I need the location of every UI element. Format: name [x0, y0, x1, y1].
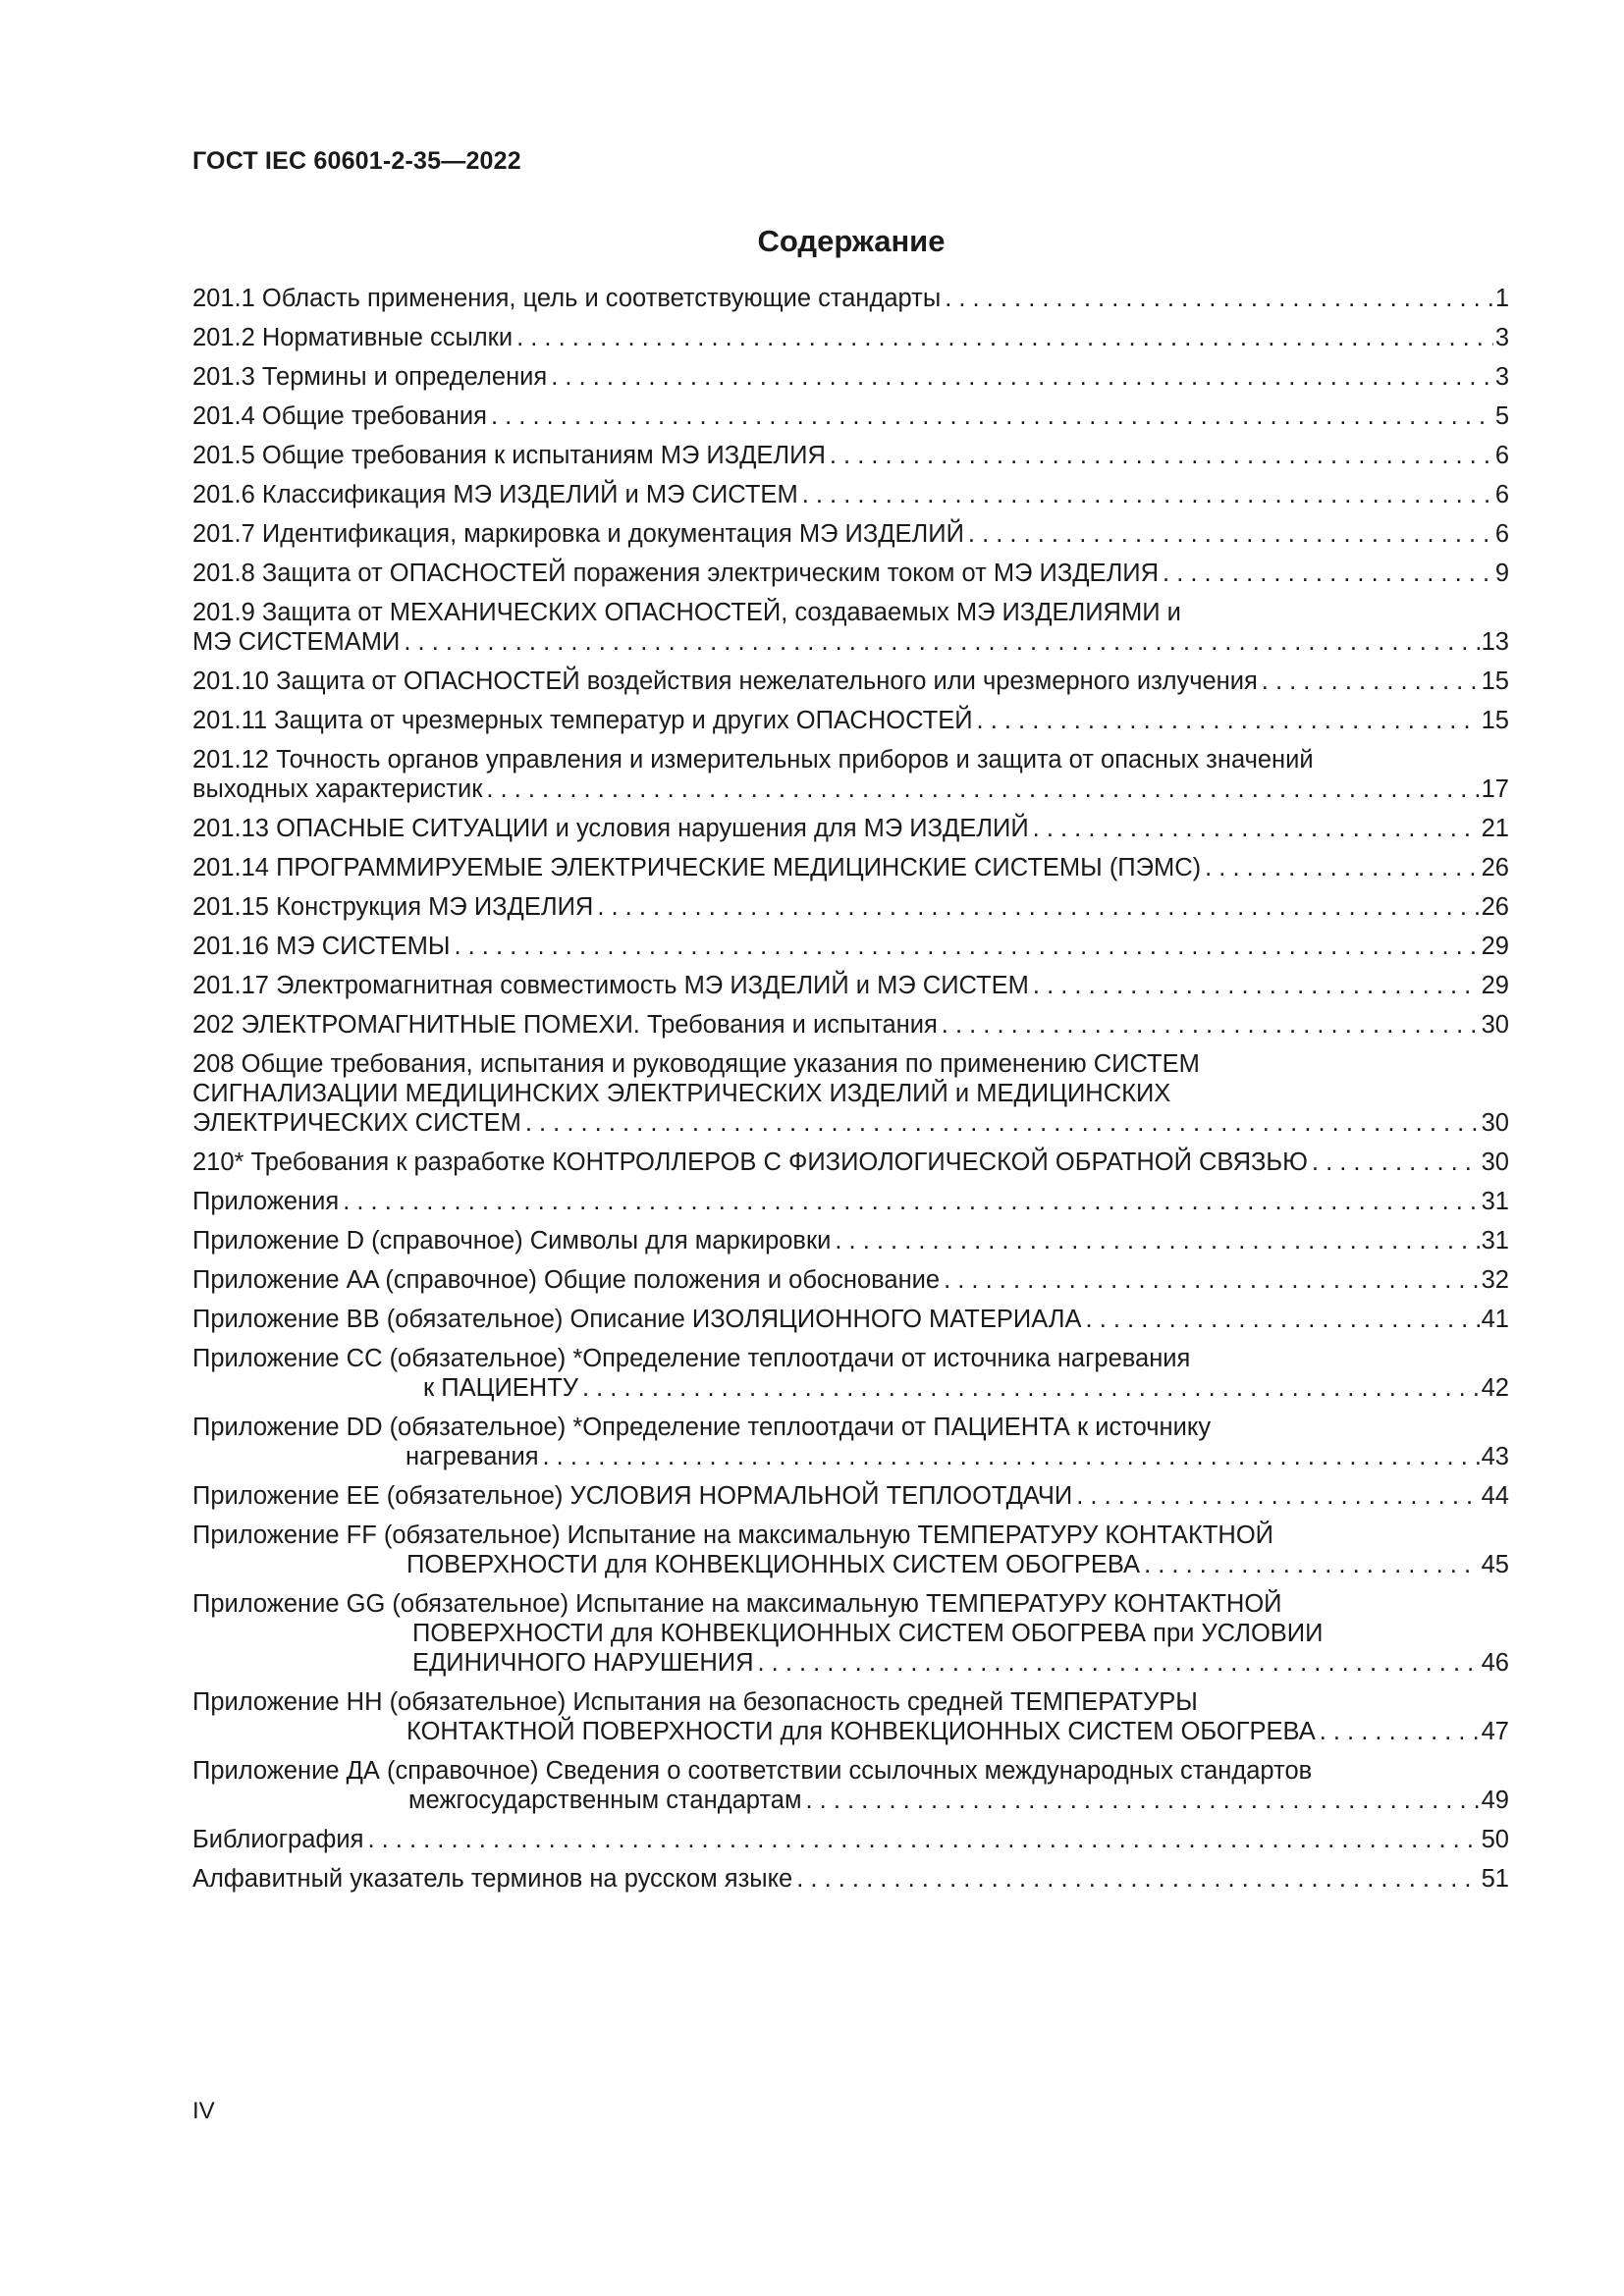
- toc-leader-dots: [1258, 667, 1480, 696]
- toc-entry-title: 201.1 Область применения, цель и соответствующие стандарты: [192, 285, 942, 312]
- toc-entry[interactable]: [192, 706, 1509, 735]
- toc-entry[interactable]: [192, 667, 1509, 696]
- toc-entry-title: 201.14 ПРОГРАММИРУЕМЫЕ ЭЛЕКТРИЧЕСКИЕ МЕДИЦИНСКИЕ СИСТЕМЫ (ПЭМС): [192, 854, 1202, 881]
- toc-entry[interactable]: [192, 971, 1509, 1000]
- toc-entry-title: 201.15 Конструкция МЭ ИЗДЕЛИЯ: [192, 893, 594, 921]
- toc-entry-page: 30: [1481, 1011, 1509, 1039]
- toc-entry-title: выходных характеристик: [192, 775, 483, 803]
- toc-entry-line: Приложение GG (обязательное) Испытание на максимальную ТЕМПЕРАТУРУ КОНТАКТНОЙ: [192, 1590, 1282, 1618]
- toc-entry[interactable]: [192, 1049, 1509, 1138]
- toc-entry-page: 41: [1481, 1306, 1509, 1333]
- toc-leader-dots: [450, 932, 1479, 961]
- toc-entry-line: Приложение ДА (справочное) Сведения о соответствии ссылочных международных стандартов: [192, 1757, 1313, 1785]
- toc-entry-title: к ПАЦИЕНТУ: [423, 1374, 578, 1402]
- toc-entry-page: 45: [1481, 1551, 1509, 1578]
- toc-entry-title: 201.8 Защита от ОПАСНОСТЕЙ поражения электрическим током от МЭ ИЗДЕЛИЯ: [192, 560, 1160, 587]
- toc-entry-title: нагревания: [406, 1443, 539, 1470]
- toc-entry[interactable]: [192, 932, 1509, 961]
- toc-entry-line: Приложение HH (обязательное) Испытания на безопасность средней ТЕМПЕРАТУРЫ: [192, 1688, 1198, 1716]
- toc-entry[interactable]: [192, 814, 1509, 843]
- toc-entry[interactable]: [192, 1344, 1509, 1403]
- toc-entry-title: Библиография: [192, 1826, 364, 1853]
- toc-entry-title: 201.10 Защита от ОПАСНОСТЕЙ воздействия нежелательного или чрезмерного излучения: [192, 667, 1258, 695]
- toc-leader-dots: [1029, 814, 1480, 843]
- toc-leader-dots: [363, 1825, 1479, 1854]
- toc-entry-page: 50: [1481, 1826, 1509, 1853]
- toc-entry-title: 201.6 Классификация МЭ ИЗДЕЛИЙ и МЭ СИСТЕМ: [192, 481, 798, 508]
- toc-entry-title: МЭ СИСТЕМАМИ: [192, 628, 401, 656]
- toc-entry-page: 31: [1481, 1188, 1509, 1215]
- toc-leader-dots: [593, 892, 1479, 922]
- page-number: IV: [192, 2098, 215, 2124]
- toc-entry[interactable]: [192, 1687, 1509, 1746]
- toc-entry-title: ПОВЕРХНОСТИ для КОНВЕКЦИОННЫХ СИСТЕМ ОБОГРЕВА: [406, 1551, 1141, 1578]
- toc-entry[interactable]: [192, 284, 1509, 313]
- toc-leader-dots: [973, 706, 1480, 735]
- toc-entry-line: 201.12 Точность органов управления и измерительных приборов и защита от опасных значений: [192, 746, 1314, 774]
- toc-entry-page: 47: [1481, 1718, 1509, 1745]
- toc-entry-page: 6: [1494, 481, 1509, 508]
- toc-entry-page: 46: [1481, 1649, 1509, 1677]
- toc-entry[interactable]: [192, 853, 1509, 882]
- toc-entry[interactable]: [192, 1305, 1509, 1334]
- toc-entry-title: 201.4 Общие требования: [192, 402, 487, 430]
- toc-leader-dots: [826, 441, 1493, 470]
- toc-entry-page: 9: [1494, 560, 1509, 587]
- document-header: ГОСТ IEC 60601-2-35—2022: [192, 147, 521, 175]
- toc-leader-dots: [1159, 559, 1493, 588]
- toc-entry-page: 15: [1481, 707, 1509, 734]
- toc-entry-page: 49: [1481, 1787, 1509, 1814]
- toc-entry[interactable]: [192, 1521, 1509, 1579]
- toc-entry[interactable]: [192, 441, 1509, 470]
- toc-entry-title: КОНТАКТНОЙ ПОВЕРХНОСТИ для КОНВЕКЦИОННЫХ СИСТЕМ ОБОГРЕВА: [406, 1718, 1316, 1745]
- toc-entry-title: 201.17 Электромагнитная совместимость МЭ ИЗДЕЛИЙ и МЭ СИСТЕМ: [192, 972, 1029, 999]
- toc-leader-dots: [521, 1108, 1480, 1138]
- toc-entry-title: 201.5 Общие требования к испытаниям МЭ ИЗДЕЛИЯ: [192, 442, 826, 469]
- toc-entry[interactable]: [192, 1864, 1509, 1894]
- toc-leader-dots: [547, 362, 1493, 392]
- toc-entry[interactable]: [192, 519, 1509, 549]
- toc-entry[interactable]: [192, 1825, 1509, 1854]
- toc-entry[interactable]: [192, 1413, 1509, 1471]
- toc-leader-dots: [1029, 971, 1480, 1000]
- toc-entry-page: 15: [1481, 667, 1509, 695]
- toc-entry-page: 13: [1481, 628, 1509, 656]
- toc-entry[interactable]: [192, 892, 1509, 922]
- toc-leader-dots: [1072, 1481, 1479, 1511]
- toc-entry[interactable]: [192, 362, 1509, 392]
- toc-entry-page: 29: [1481, 933, 1509, 960]
- toc-leader-dots: [487, 401, 1493, 431]
- toc-entry-line: 201.9 Защита от МЕХАНИЧЕСКИХ ОПАСНОСТЕЙ, создаваемых МЭ ИЗДЕЛИЯМИ и: [192, 599, 1181, 626]
- toc-entry[interactable]: [192, 323, 1509, 352]
- toc-entry-title: 202 ЭЛЕКТРОМАГНИТНЫЕ ПОМЕХИ. Требования и испытания: [192, 1011, 938, 1039]
- toc-entry-line: Приложение CC (обязательное) *Определение теплоотдачи от источника нагревания: [192, 1345, 1191, 1372]
- toc-entry[interactable]: [192, 1187, 1509, 1216]
- toc-entry-title: 201.13 ОПАСНЫЕ СИТУАЦИИ и условия нарушения для МЭ ИЗДЕЛИЙ: [192, 815, 1029, 842]
- toc-entry-line: ПОВЕРХНОСТИ для КОНВЕКЦИОННЫХ СИСТЕМ ОБОГРЕВА при УСЛОВИИ: [412, 1620, 1324, 1647]
- toc-leader-dots: [792, 1864, 1479, 1894]
- toc-entry[interactable]: [192, 598, 1509, 657]
- toc-entry-title: Алфавитный указатель терминов на русском языке: [192, 1865, 793, 1893]
- toc-entry-page: 1: [1494, 285, 1509, 312]
- toc-entry-page: 31: [1481, 1227, 1509, 1255]
- toc-entry[interactable]: [192, 1265, 1509, 1295]
- toc-leader-dots: [513, 323, 1493, 352]
- toc-leader-dots: [941, 284, 1493, 313]
- toc-leader-dots: [801, 1786, 1479, 1815]
- toc-leader-dots: [578, 1373, 1480, 1403]
- toc-entry-page: 6: [1494, 442, 1509, 469]
- toc-leader-dots: [1316, 1717, 1480, 1746]
- toc-entry[interactable]: [192, 745, 1509, 804]
- toc-leader-dots: [831, 1226, 1479, 1255]
- toc-entry[interactable]: [192, 1226, 1509, 1255]
- toc-leader-dots: [339, 1187, 1479, 1216]
- toc-title: Содержание: [757, 224, 946, 258]
- toc-entry-line: Приложение FF (обязательное) Испытание на максимальную ТЕМПЕРАТУРУ КОНТАКТНОЙ: [192, 1522, 1273, 1549]
- toc-leader-dots: [539, 1442, 1480, 1471]
- toc-entry-title: межгосударственным стандартам: [408, 1787, 802, 1814]
- toc-entry-page: 30: [1481, 1148, 1509, 1176]
- toc-leader-dots: [938, 1010, 1480, 1040]
- toc-entry-page: 6: [1494, 520, 1509, 548]
- toc-entry-page: 21: [1481, 815, 1509, 842]
- toc-leader-dots: [1140, 1550, 1480, 1579]
- toc-entry[interactable]: [192, 559, 1509, 588]
- toc-leader-dots: [798, 480, 1493, 509]
- toc-entry-page: 3: [1494, 363, 1509, 391]
- toc-leader-dots: [940, 1265, 1480, 1295]
- toc-entry-page: 26: [1481, 854, 1509, 881]
- toc-entry-page: 5: [1494, 402, 1509, 430]
- toc-entry-page: 51: [1481, 1865, 1509, 1893]
- toc-leader-dots: [400, 627, 1479, 657]
- toc-entry-title: 210* Требования к разработке КОНТРОЛЛЕРОВ С ФИЗИОЛОГИЧЕСКОЙ ОБРАТНОЙ СВЯЗЬЮ: [192, 1148, 1308, 1176]
- toc-leader-dots: [1201, 853, 1480, 882]
- toc-entry[interactable]: [192, 1010, 1509, 1040]
- toc-leader-dots: [482, 774, 1479, 804]
- toc-entry-page: 43: [1481, 1443, 1509, 1470]
- toc-entry-title: Приложение EE (обязательное) УСЛОВИЯ НОРМАЛЬНОЙ ТЕПЛООТДАЧИ: [192, 1482, 1073, 1510]
- toc-leader-dots: [754, 1648, 1480, 1678]
- toc-entry-title: 201.16 МЭ СИСТЕМЫ: [192, 933, 451, 960]
- toc-entry[interactable]: [192, 1148, 1509, 1177]
- toc-entry-page: 32: [1481, 1266, 1509, 1294]
- toc-leader-dots: [1308, 1148, 1480, 1177]
- table-of-contents: [192, 284, 1509, 1903]
- toc-entry-title: 201.3 Термины и определения: [192, 363, 548, 391]
- toc-entry-title: Приложение BB (обязательное) Описание ИЗОЛЯЦИОННОГО МАТЕРИАЛА: [192, 1306, 1082, 1333]
- toc-entry[interactable]: [192, 1756, 1509, 1815]
- toc-entry-page: 42: [1481, 1374, 1509, 1402]
- toc-entry[interactable]: [192, 1481, 1509, 1511]
- toc-entry-page: 17: [1481, 775, 1509, 803]
- toc-entry-title: 201.11 Защита от чрезмерных температур и других ОПАСНОСТЕЙ: [192, 707, 973, 734]
- toc-leader-dots: [964, 519, 1493, 549]
- toc-entry-page: 3: [1494, 324, 1509, 351]
- toc-entry-title: Приложение AA (справочное) Общие положения и обоснование: [192, 1266, 941, 1294]
- toc-entry-line: Приложение DD (обязательное) *Определение теплоотдачи от ПАЦИЕНТА к источнику: [192, 1414, 1212, 1441]
- toc-entry-line: 208 Общие требования, испытания и руководящие указания по применению СИСТЕМ: [192, 1050, 1200, 1078]
- toc-entry-title: 201.7 Идентификация, маркировка и документация МЭ ИЗДЕЛИЙ: [192, 520, 964, 548]
- toc-entry-title: ЕДИНИЧНОГО НАРУШЕНИЯ: [412, 1649, 754, 1677]
- toc-entry-line: СИГНАЛИЗАЦИИ МЕДИЦИНСКИХ ЭЛЕКТРИЧЕСКИХ ИЗДЕЛИЙ и МЕДИЦИНСКИХ: [192, 1080, 1171, 1107]
- toc-leader-dots: [1082, 1305, 1480, 1334]
- toc-entry-page: 26: [1481, 893, 1509, 921]
- toc-entry-title: ЭЛЕКТРИЧЕСКИХ СИСТЕМ: [192, 1109, 521, 1137]
- toc-entry[interactable]: [192, 480, 1509, 509]
- toc-entry-title: Приложения: [192, 1188, 340, 1215]
- toc-entry-page: 44: [1481, 1482, 1509, 1510]
- toc-entry-page: 29: [1481, 972, 1509, 999]
- toc-entry[interactable]: [192, 401, 1509, 431]
- toc-entry-title: 201.2 Нормативные ссылки: [192, 324, 514, 351]
- toc-entry[interactable]: [192, 1589, 1509, 1678]
- toc-entry-title: Приложение D (справочное) Символы для маркировки: [192, 1227, 832, 1255]
- toc-entry-page: 30: [1481, 1109, 1509, 1137]
